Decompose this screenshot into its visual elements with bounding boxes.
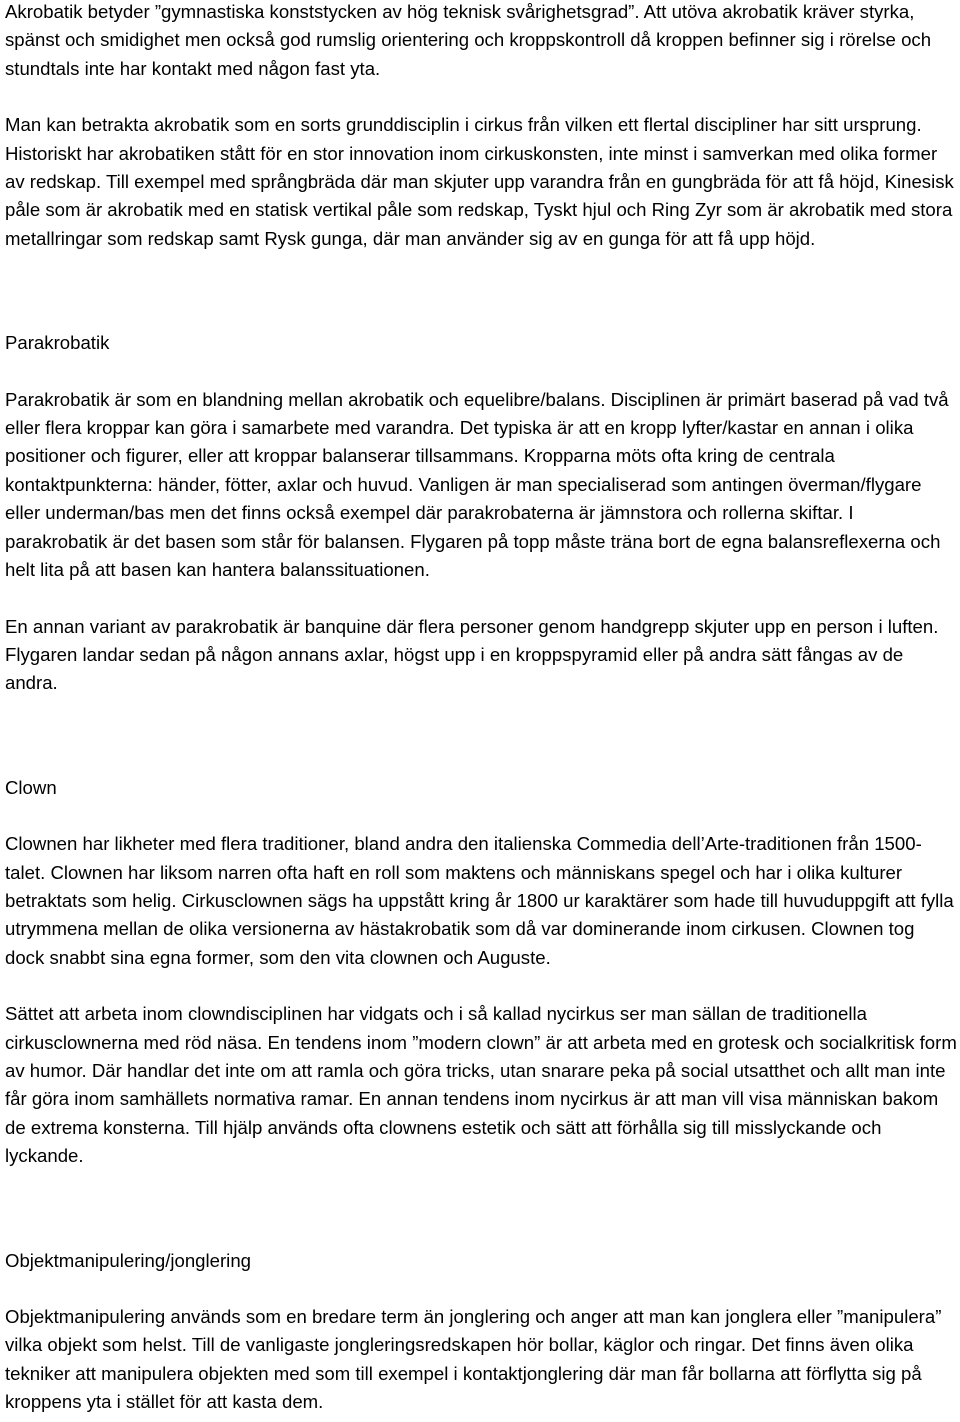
paragraph-clown-modern: Sättet att arbeta inom clowndisciplinen har vidgats och i så kallad nycirkus ser man sällan de traditionella cirkusclownerna med röd näsa. En tendens inom ”modern clown” är att arbeta med en grotesk och socialkritisk form av humor. Där handlar det inte om att ramla och göra tricks, utan snarare peka på social utsatthet och allt man inte får göra inom samhällets normativa ramar. En annan tendens inom nycirkus är att man vill visa människan bakom de extrema konsterna. Till hjälp används ofta clownens estetik och sätt att förhålla sig till misslyckande och lyckande. xyxy=(5,1003,957,1167)
paragraph-akrobatik-definition: Akrobatik betyder ”gymnastiska konststycken av hög teknisk svårighetsgrad”. Att utöva akrobatik kräver styrka, spänst och smidighet men också god rumslig orientering och kroppskontroll då kroppen befinner sig i rörelse och stundtals inte har kontakt med någon fast yta. xyxy=(5,1,932,79)
paragraph-parakrobatik-description: Parakrobatik är som en blandning mellan akrobatik och equelibre/balans. Disciplinen är primärt baserad på vad två eller flera kroppar kan göra i samarbete med varandra. Det typiska är att en kropp lyfter/kastar en annan i olika positioner och figurer, eller att kroppar balanserar tillsammans. Kropparna möts ofta kring de centrala kontaktpunkterna: händer, fötter, axlar och huvud. Vanligen är man specialiserad som antingen överman/flygare eller underman/bas men det finns också exempel där parakrobaterna är jämnstora och rollerna skiftar. I parakrobatik är det basen som står för balansen. Flygaren på topp måste träna bort de egna balansreflexerna och helt lita på att basen kan hantera balanssituationen. xyxy=(5,388,949,581)
paragraph-spacer xyxy=(5,972,958,1000)
heading-parakrobatik: Parakrobatik xyxy=(5,332,110,354)
section-spacer xyxy=(5,1171,958,1247)
paragraph-akrobatik-history: Man kan betrakta akrobatik som en sorts grunddisciplin i cirkus från vilken ett flertal discipliner har sitt ursprung. Historiskt har akrobatiken stått för en stor innovation inom cirkuskonsten, inte minst i samverkan med olika former av redskap. Till exempel med språngbräda där man skjuter upp varandra från en gungbräda för att få höjd, Kinesisk påle som är akrobatik med en statisk vertikal påle som redskap, Tyskt hjul och Ring Zyr som är akrobatik med stora metallringar som redskap samt Rysk gunga, där man använder sig av en gunga för att få upp höjd. xyxy=(5,114,954,249)
paragraph-spacer xyxy=(5,1275,958,1303)
paragraph-spacer xyxy=(5,83,958,111)
paragraph-parakrobatik-banquine: En annan variant av parakrobatik är banquine där flera personer genom handgrepp skjuter upp en person i luften. Flygaren landar sedan på någon annans axlar, högst upp i en kroppspyramid eller på andra sätt fångas av de andra. xyxy=(5,615,939,694)
section-spacer xyxy=(5,698,958,774)
document-body xyxy=(5,0,958,1417)
paragraph-spacer xyxy=(5,802,958,830)
heading-objektmanipulering: Objektmanipulering/jonglering xyxy=(5,1249,251,1271)
paragraph-spacer xyxy=(5,358,958,386)
section-spacer xyxy=(5,253,958,329)
heading-clown: Clown xyxy=(5,776,57,798)
paragraph-spacer xyxy=(5,585,958,613)
paragraph-clown-history: Clownen har likheter med flera traditioner, bland andra den italienska Commedia dell’Arte-traditionen från 1500-talet. Clownen har liksom narren ofta haft en roll som maktens och människans spegel och har i olika kulturer betraktats som helig. Cirkusclownen sägs ha uppstått kring år 1800 ur karaktärer som hade till huvuduppgift att fylla utrymmena mellan de olika versionerna av hästakrobatik som då var dominerande inom cirkusen. Clownen tog dock snabbt sina egna former, som den vita clownen och Auguste. xyxy=(5,833,954,968)
paragraph-objektmanipulering-description: Objektmanipulering används som en bredare term än jonglering och anger att man kan jonglera eller ”manipulera” vilka objekt som helst. Till de vanligaste jongleringsredskapen hör bollar, käglor och ringar. Det finns även olika tekniker att manipulera objekten med som till exempel i kontaktjonglering där man får bollarna att förflytta sig på kroppens yta i stället för att kasta dem. xyxy=(5,1306,942,1413)
